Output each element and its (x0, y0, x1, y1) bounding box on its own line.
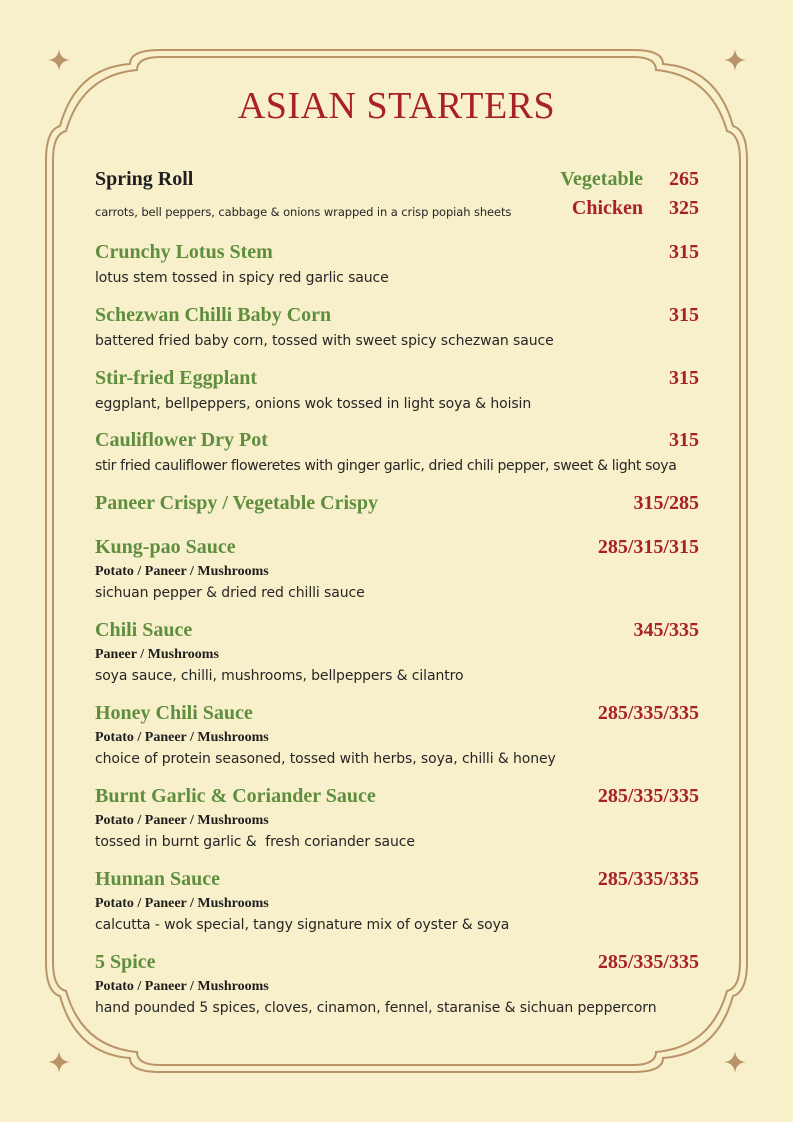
item-description: eggplant, bellpeppers, onions wok tossed in light soya & hoisin (95, 396, 532, 412)
item-description: battered fried baby corn, tossed with sweet spicy schezwan sauce (95, 333, 554, 349)
item-options: Potato / Paneer / Mushrooms (95, 979, 269, 994)
item-price: 315 (669, 367, 699, 389)
item-price: 285/335/335 (597, 702, 699, 724)
item-name: Burnt Garlic & Coriander Sauce (95, 785, 376, 807)
variant-vegetable: Vegetable (560, 168, 643, 190)
corner-star-icon (724, 49, 746, 71)
item-description: calcutta - wok special, tangy signature mix of oyster & soya (95, 917, 510, 933)
item-options: Potato / Paneer / Mushrooms (95, 813, 269, 828)
item-name: Schezwan Chilli Baby Corn (95, 304, 332, 326)
corner-star-icon (724, 1051, 746, 1073)
item-name: Kung-pao Sauce (95, 536, 236, 558)
item-description: carrots, bell peppers, cabbage & onions wrapped in a crisp popiah sheets (95, 205, 512, 219)
item-price: 315 (669, 304, 699, 326)
item-name: 5 Spice (95, 951, 156, 973)
item-price: 315 (669, 241, 699, 263)
item-options: Paneer / Mushrooms (95, 647, 219, 662)
item-description: soya sauce, chilli, mushrooms, bellpeppers & cilantro (95, 668, 464, 684)
item-name: Crunchy Lotus Stem (95, 241, 273, 263)
item-description: stir fried cauliflower floweretes with ginger garlic, dried chili pepper, sweet & light soya (95, 458, 677, 474)
corner-star-icon (48, 1051, 70, 1073)
item-description: hand pounded 5 spices, cloves, cinamon, fennel, staranise & sichuan peppercorn (95, 1000, 657, 1016)
item-description: lotus stem tossed in spicy red garlic sauce (95, 270, 389, 286)
item-name: Chili Sauce (95, 619, 193, 641)
item-price: 285/335/335 (597, 868, 699, 890)
item-price: 285/315/315 (597, 536, 699, 558)
item-price: 315/285 (633, 492, 699, 514)
item-description: sichuan pepper & dried red chilli sauce (95, 585, 365, 601)
item-description: choice of protein seasoned, tossed with herbs, soya, chilli & honey (95, 751, 556, 767)
item-price: 285/335/335 (597, 785, 699, 807)
item-name: Stir-fried Eggplant (95, 367, 258, 389)
price-chicken: 325 (669, 197, 699, 219)
item-options: Potato / Paneer / Mushrooms (95, 896, 269, 911)
item-name: Hunnan Sauce (95, 868, 221, 890)
page-title: ASIAN STARTERS (237, 85, 556, 127)
item-options: Potato / Paneer / Mushrooms (95, 564, 269, 579)
item-price: 315 (669, 429, 699, 451)
price-vegetable: 265 (669, 168, 699, 190)
variant-chicken: Chicken (571, 197, 643, 219)
item-price: 345/335 (633, 619, 699, 641)
item-name: Paneer Crispy / Vegetable Crispy (95, 492, 378, 514)
item-options: Potato / Paneer / Mushrooms (95, 730, 269, 745)
item-price: 285/335/335 (597, 951, 699, 973)
item-name: Cauliflower Dry Pot (95, 429, 268, 451)
corner-star-icon (48, 49, 70, 71)
item-description: tossed in burnt garlic & fresh coriander sauce (95, 834, 415, 850)
item-name: Spring Roll (95, 168, 194, 190)
item-name: Honey Chili Sauce (95, 702, 253, 724)
